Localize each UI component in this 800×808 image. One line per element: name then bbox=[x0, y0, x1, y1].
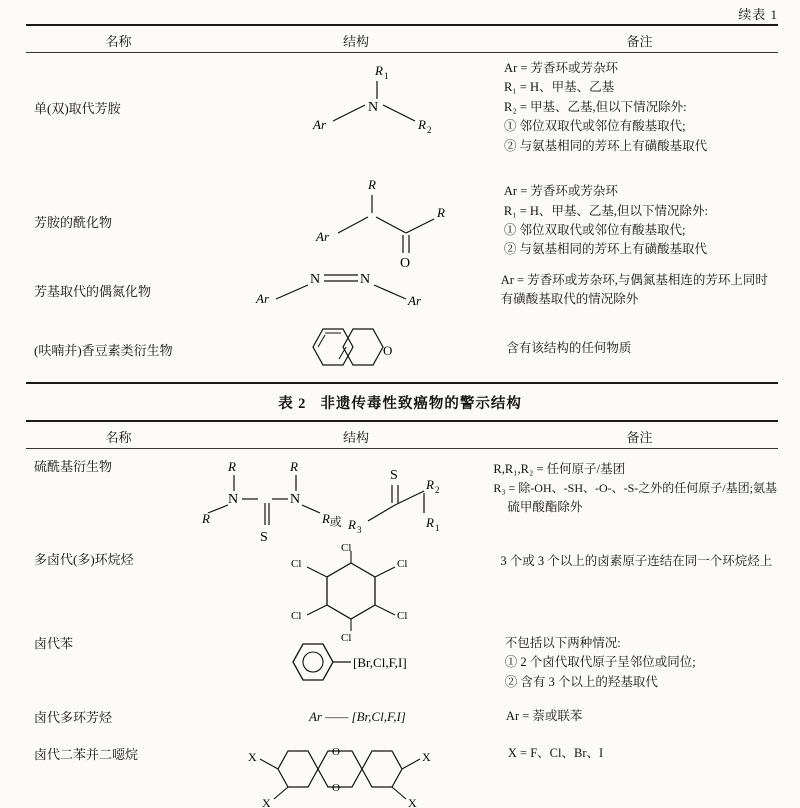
row-name: 卤代多环芳烃 bbox=[34, 710, 113, 726]
row-name: 芳胺的酰化物 bbox=[34, 214, 113, 230]
note-line: 含有该结构的任何物质 bbox=[506, 341, 632, 356]
svg-text:R: R bbox=[426, 515, 434, 531]
note-line: Ar = 芳香环或芳杂环 bbox=[504, 61, 619, 75]
table-row bbox=[26, 548, 778, 642]
structure-cell-coumarin bbox=[213, 320, 500, 378]
table1-header-structure: 结构 bbox=[342, 34, 369, 49]
table1-row-1 bbox=[26, 58, 778, 157]
structure-label: Ar —— [Br,Cl,F,I] bbox=[308, 708, 406, 724]
svg-text:3: 3 bbox=[357, 525, 362, 536]
svg-text:2: 2 bbox=[435, 485, 440, 496]
structure-cell-aryl-amine bbox=[211, 58, 498, 157]
svg-text:X: X bbox=[248, 750, 257, 764]
svg-text:Cl: Cl bbox=[397, 558, 408, 570]
svg-text:Ar: Ar bbox=[316, 229, 330, 244]
svg-text:R: R bbox=[322, 511, 330, 527]
table1-header-rule bbox=[26, 52, 778, 53]
note-line: ② 含有 3 个以上的羟基取代 bbox=[504, 674, 658, 689]
note-line: ② 与氨基相同的芳环上有磺酸基取代 bbox=[503, 242, 708, 257]
row-name: 硫酰基衍生物 bbox=[34, 459, 113, 474]
svg-text:Ar: Ar bbox=[312, 117, 326, 133]
svg-text:N: N bbox=[228, 492, 239, 508]
note-line: ① 邻位双取代或邻位有酸基取代; bbox=[504, 119, 686, 134]
table2-header-structure: 结构 bbox=[342, 430, 369, 445]
row-name: 卤代苯 bbox=[34, 636, 74, 651]
note-line: 硫甲酸酯除外 bbox=[507, 499, 583, 514]
notes-cell bbox=[500, 320, 778, 378]
svg-text:R: R bbox=[368, 177, 377, 192]
svg-text:X: X bbox=[422, 750, 431, 764]
svg-text:N: N bbox=[290, 492, 301, 508]
table2-title-number: 表 2 bbox=[278, 396, 307, 412]
table2-header-note: 备注 bbox=[626, 430, 653, 445]
svg-text:N: N bbox=[309, 272, 321, 287]
svg-text:Cl: Cl bbox=[291, 558, 302, 570]
table2-header-rule bbox=[26, 448, 778, 449]
note-line: Ar = 芳香环或芳杂环,与偶氮基相连的芳环上同时 bbox=[500, 272, 768, 287]
table-row bbox=[26, 452, 778, 518]
note-line: ① 邻位双取代或邻位有酸基取代; bbox=[503, 223, 686, 237]
row-name: 卤代二苯并二噁烷 bbox=[34, 747, 139, 762]
svg-text:1: 1 bbox=[435, 523, 440, 534]
svg-text:R: R bbox=[228, 459, 236, 475]
note-line: R₂ = 甲基、乙基,但以下情况除外: bbox=[504, 99, 687, 114]
structure-cell-hexachlorocyclohexane bbox=[209, 542, 495, 644]
svg-text:R: R bbox=[437, 205, 446, 220]
structure-label: [Br,Cl,F,I] bbox=[352, 654, 407, 670]
svg-text:O: O bbox=[332, 746, 341, 758]
table1-row-3 bbox=[26, 266, 778, 314]
note-line: 3 个或 3 个以上的卤素原子连结在同一个环烷烃上 bbox=[500, 554, 773, 568]
note-line: X = F、Cl、Br、I bbox=[507, 746, 604, 760]
note-line: R,R₁,R₂ = 任何原子/基团 bbox=[493, 462, 626, 476]
svg-text:S: S bbox=[260, 530, 268, 546]
notes-cell bbox=[487, 452, 778, 518]
structure-cell-thiourea bbox=[197, 452, 488, 546]
svg-text:Ar: Ar bbox=[407, 293, 421, 308]
svg-text:R: R bbox=[348, 517, 356, 533]
structure-cell-aryl-amide bbox=[211, 172, 498, 270]
svg-text:2: 2 bbox=[426, 125, 432, 136]
svg-text:R: R bbox=[426, 477, 434, 493]
svg-text:R: R bbox=[290, 459, 298, 475]
svg-text:Cl: Cl bbox=[291, 610, 302, 622]
row-name: (呋喃并)香豆素类衍生物 bbox=[34, 342, 173, 358]
notes-cell bbox=[502, 736, 778, 808]
svg-text:O: O bbox=[332, 782, 341, 794]
table1-header-note: 备注 bbox=[626, 34, 653, 49]
svg-text:R: R bbox=[374, 63, 383, 79]
svg-text:Cl: Cl bbox=[397, 610, 408, 622]
structure-connector: 或 bbox=[329, 515, 342, 530]
notes-cell bbox=[499, 632, 778, 693]
svg-text:X: X bbox=[408, 796, 417, 808]
table2-title bbox=[0, 392, 800, 413]
svg-text:S: S bbox=[390, 468, 398, 484]
note-line: Ar = 萘或联苯 bbox=[505, 709, 583, 723]
svg-text:Ar: Ar bbox=[255, 291, 269, 306]
svg-text:Cl: Cl bbox=[341, 542, 352, 554]
svg-text:1: 1 bbox=[383, 71, 389, 82]
row-name: 单(双)取代芳胺 bbox=[34, 100, 121, 116]
svg-text:R: R bbox=[417, 117, 426, 133]
table1-row-2 bbox=[26, 172, 778, 270]
svg-text:O: O bbox=[382, 343, 393, 358]
table-row bbox=[26, 58, 778, 157]
table2-row-4 bbox=[26, 706, 778, 727]
table-row bbox=[26, 266, 778, 314]
table-row bbox=[26, 736, 778, 808]
table2-title-text: 非遗传毒性致癌物的警示结构 bbox=[320, 396, 522, 412]
continuation-label: 续表 1 bbox=[738, 7, 778, 22]
note-line: ① 2 个卤代取代原子呈邻位或同位; bbox=[504, 655, 696, 670]
row-name: 多卤代(多)环烷烃 bbox=[34, 552, 134, 567]
note-line: Ar = 芳香环或芳杂环 bbox=[503, 184, 618, 199]
structure-cell-dioxin bbox=[213, 736, 502, 808]
table2-row-3 bbox=[26, 632, 778, 693]
table-row bbox=[26, 632, 778, 693]
svg-text:N: N bbox=[367, 100, 378, 116]
notes-cell bbox=[498, 172, 778, 270]
svg-text:X: X bbox=[262, 796, 271, 808]
svg-text:O: O bbox=[400, 256, 411, 271]
note-line: ② 与氨基相同的芳环上有磺酸基取代 bbox=[504, 138, 708, 153]
notes-cell bbox=[495, 266, 778, 314]
svg-text:N: N bbox=[359, 272, 371, 287]
note-line: R₁ = H、甲基、乙基,但以下情况除外: bbox=[503, 203, 709, 218]
table1-header-name: 名称 bbox=[105, 34, 132, 49]
table-row bbox=[26, 172, 778, 270]
table2-row-5 bbox=[26, 736, 778, 808]
table1-bottom-rule bbox=[26, 382, 778, 384]
note-line: 有磺酸基取代的情况除外 bbox=[500, 292, 639, 306]
note-line: R₁ = H、甲基、乙基 bbox=[504, 80, 615, 95]
notes-cell bbox=[498, 58, 778, 157]
notes-cell bbox=[500, 706, 778, 727]
notes-cell bbox=[494, 548, 778, 642]
note-line: 不包括以下两种情况: bbox=[504, 636, 621, 650]
structure-cell-aryl-halide bbox=[215, 706, 500, 727]
table2-row-1 bbox=[26, 452, 778, 546]
svg-text:Cl: Cl bbox=[341, 632, 352, 644]
table-row bbox=[26, 706, 778, 727]
row-name: 芳基取代的偶氮化物 bbox=[34, 283, 152, 299]
structure-cell-azo bbox=[207, 266, 495, 314]
table-row bbox=[26, 320, 778, 378]
table2-header-name: 名称 bbox=[105, 430, 132, 445]
svg-text:R: R bbox=[202, 511, 210, 527]
structure-cell-halobenzene bbox=[211, 632, 499, 693]
table1-row-4 bbox=[26, 320, 778, 378]
note-line: R₃ = 除-OH、-SH、-O-、-S-之外的任何原子/基团;氨基 bbox=[493, 481, 777, 496]
